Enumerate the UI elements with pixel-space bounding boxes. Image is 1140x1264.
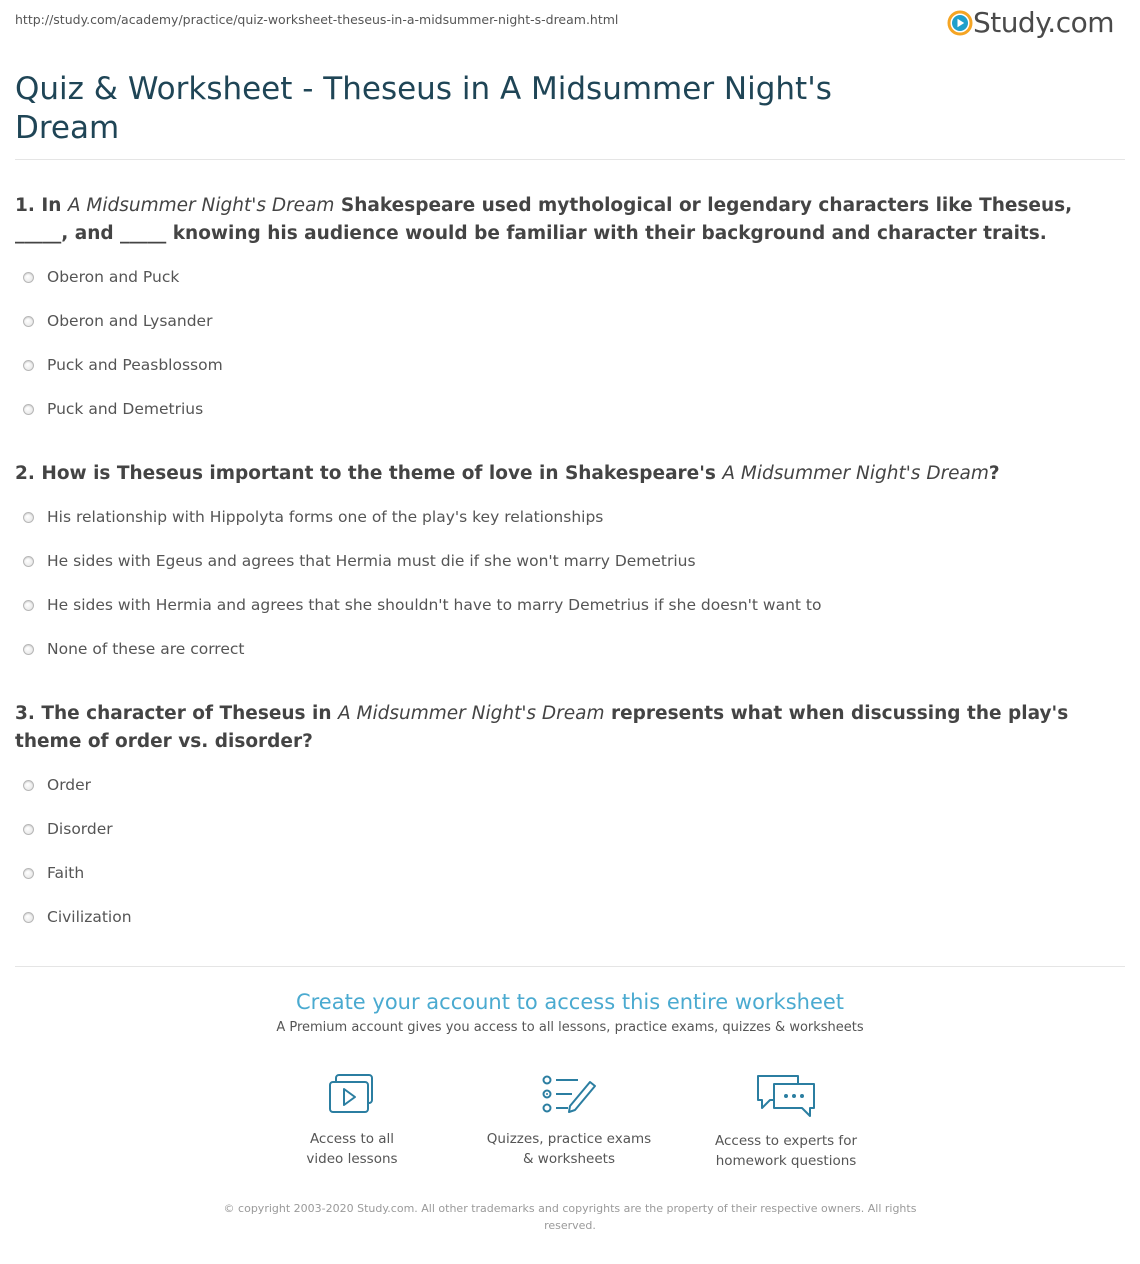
radio-button[interactable]: [23, 316, 34, 327]
option-label: Oberon and Lysander: [47, 312, 213, 330]
radio-button[interactable]: [23, 644, 34, 655]
answer-option[interactable]: [23, 398, 203, 420]
option-label: Faith: [47, 864, 85, 882]
question-text: The character of Theseus in: [41, 703, 332, 724]
answer-option[interactable]: [23, 594, 822, 616]
section-divider: [15, 966, 1125, 967]
question-number: 3.: [15, 703, 35, 724]
question-1: [15, 192, 1115, 248]
feature-quizzes: [469, 1072, 669, 1169]
radio-button[interactable]: [23, 404, 34, 415]
play-title: A Midsummer Night's Dream: [67, 195, 335, 216]
option-label: He sides with Egeus and agrees that Hermia must die if she won't marry Demetrius: [47, 552, 696, 570]
question-3: [15, 700, 1115, 756]
play-title: A Midsummer Night's Dream: [337, 703, 605, 724]
play-title: A Midsummer Night's Dream: [722, 463, 989, 484]
question-text: Shakespeare used mythological or legendary characters like Theseus, _____, and _____ knowing his audience would be familiar with their background and character traits.: [15, 195, 1073, 244]
answer-option[interactable]: [23, 506, 603, 528]
quiz-checklist-icon: [540, 1072, 598, 1118]
video-lessons-icon: [326, 1072, 378, 1118]
question-text: ?: [988, 463, 1000, 484]
chat-bubbles-icon: [754, 1072, 818, 1120]
radio-button[interactable]: [23, 780, 34, 791]
page-title: Quiz & Worksheet - Theseus in A Midsummer Night's Dream: [15, 71, 832, 146]
answer-option[interactable]: [23, 310, 212, 332]
question-number: 2.: [15, 463, 35, 484]
page-url: http://study.com/academy/practice/quiz-worksheet-theseus-in-a-midsummer-night-s-dream.html: [15, 12, 619, 27]
option-label: His relationship with Hippolyta forms one of the play's key relationships: [47, 508, 604, 526]
feature-video-lessons: [252, 1072, 452, 1169]
premium-description: A Premium account gives you access to all lessons, practice exams, quizzes & worksheets: [276, 1020, 864, 1035]
radio-button[interactable]: [23, 272, 34, 283]
answer-option[interactable]: [23, 550, 696, 572]
question-number: 1.: [15, 195, 35, 216]
feature-label: Access to all video lessons: [306, 1131, 398, 1167]
answer-option[interactable]: [23, 638, 244, 660]
logo-text: Study.com: [972, 6, 1114, 39]
option-label: Oberon and Puck: [47, 268, 180, 286]
option-label: Order: [47, 776, 92, 794]
radio-button[interactable]: [23, 868, 34, 879]
radio-button[interactable]: [23, 512, 34, 523]
study-logo[interactable]: [947, 6, 1114, 39]
radio-button[interactable]: [23, 824, 34, 835]
answer-option[interactable]: [23, 818, 113, 840]
feature-label: Access to experts for homework questions: [714, 1133, 857, 1169]
option-label: None of these are correct: [47, 640, 245, 658]
play-badge-icon: [947, 10, 973, 36]
option-label: Puck and Demetrius: [47, 400, 204, 418]
answer-option[interactable]: [23, 266, 179, 288]
radio-button[interactable]: [23, 556, 34, 567]
question-text: In: [41, 195, 62, 216]
option-label: Puck and Peasblossom: [47, 356, 223, 374]
question-text: represents what when discussing the play's theme of order vs. disorder?: [15, 703, 1069, 752]
answer-option[interactable]: [23, 774, 91, 796]
create-account-link[interactable]: Create your account to access this entire worksheet: [295, 990, 845, 1014]
answer-option[interactable]: [23, 354, 223, 376]
option-label: Disorder: [47, 820, 113, 838]
feature-label: Quizzes, practice exams & worksheets: [486, 1131, 652, 1167]
question-text: How is Theseus important to the theme of love in Shakespeare's: [41, 463, 716, 484]
feature-experts: [686, 1072, 886, 1171]
option-label: Civilization: [47, 908, 132, 926]
answer-option[interactable]: [23, 862, 84, 884]
question-2: [15, 460, 1115, 488]
copyright-notice: © copyright 2003-2020 Study.com. All other trademarks and copyrights are the property of their respective owners. All rights reserved.: [223, 1202, 917, 1232]
radio-button[interactable]: [23, 360, 34, 371]
header-divider: [15, 159, 1125, 160]
answer-option[interactable]: [23, 906, 132, 928]
radio-button[interactable]: [23, 600, 34, 611]
option-label: He sides with Hermia and agrees that she shouldn't have to marry Demetrius if she doesn't want to: [47, 596, 822, 614]
radio-button[interactable]: [23, 912, 34, 923]
